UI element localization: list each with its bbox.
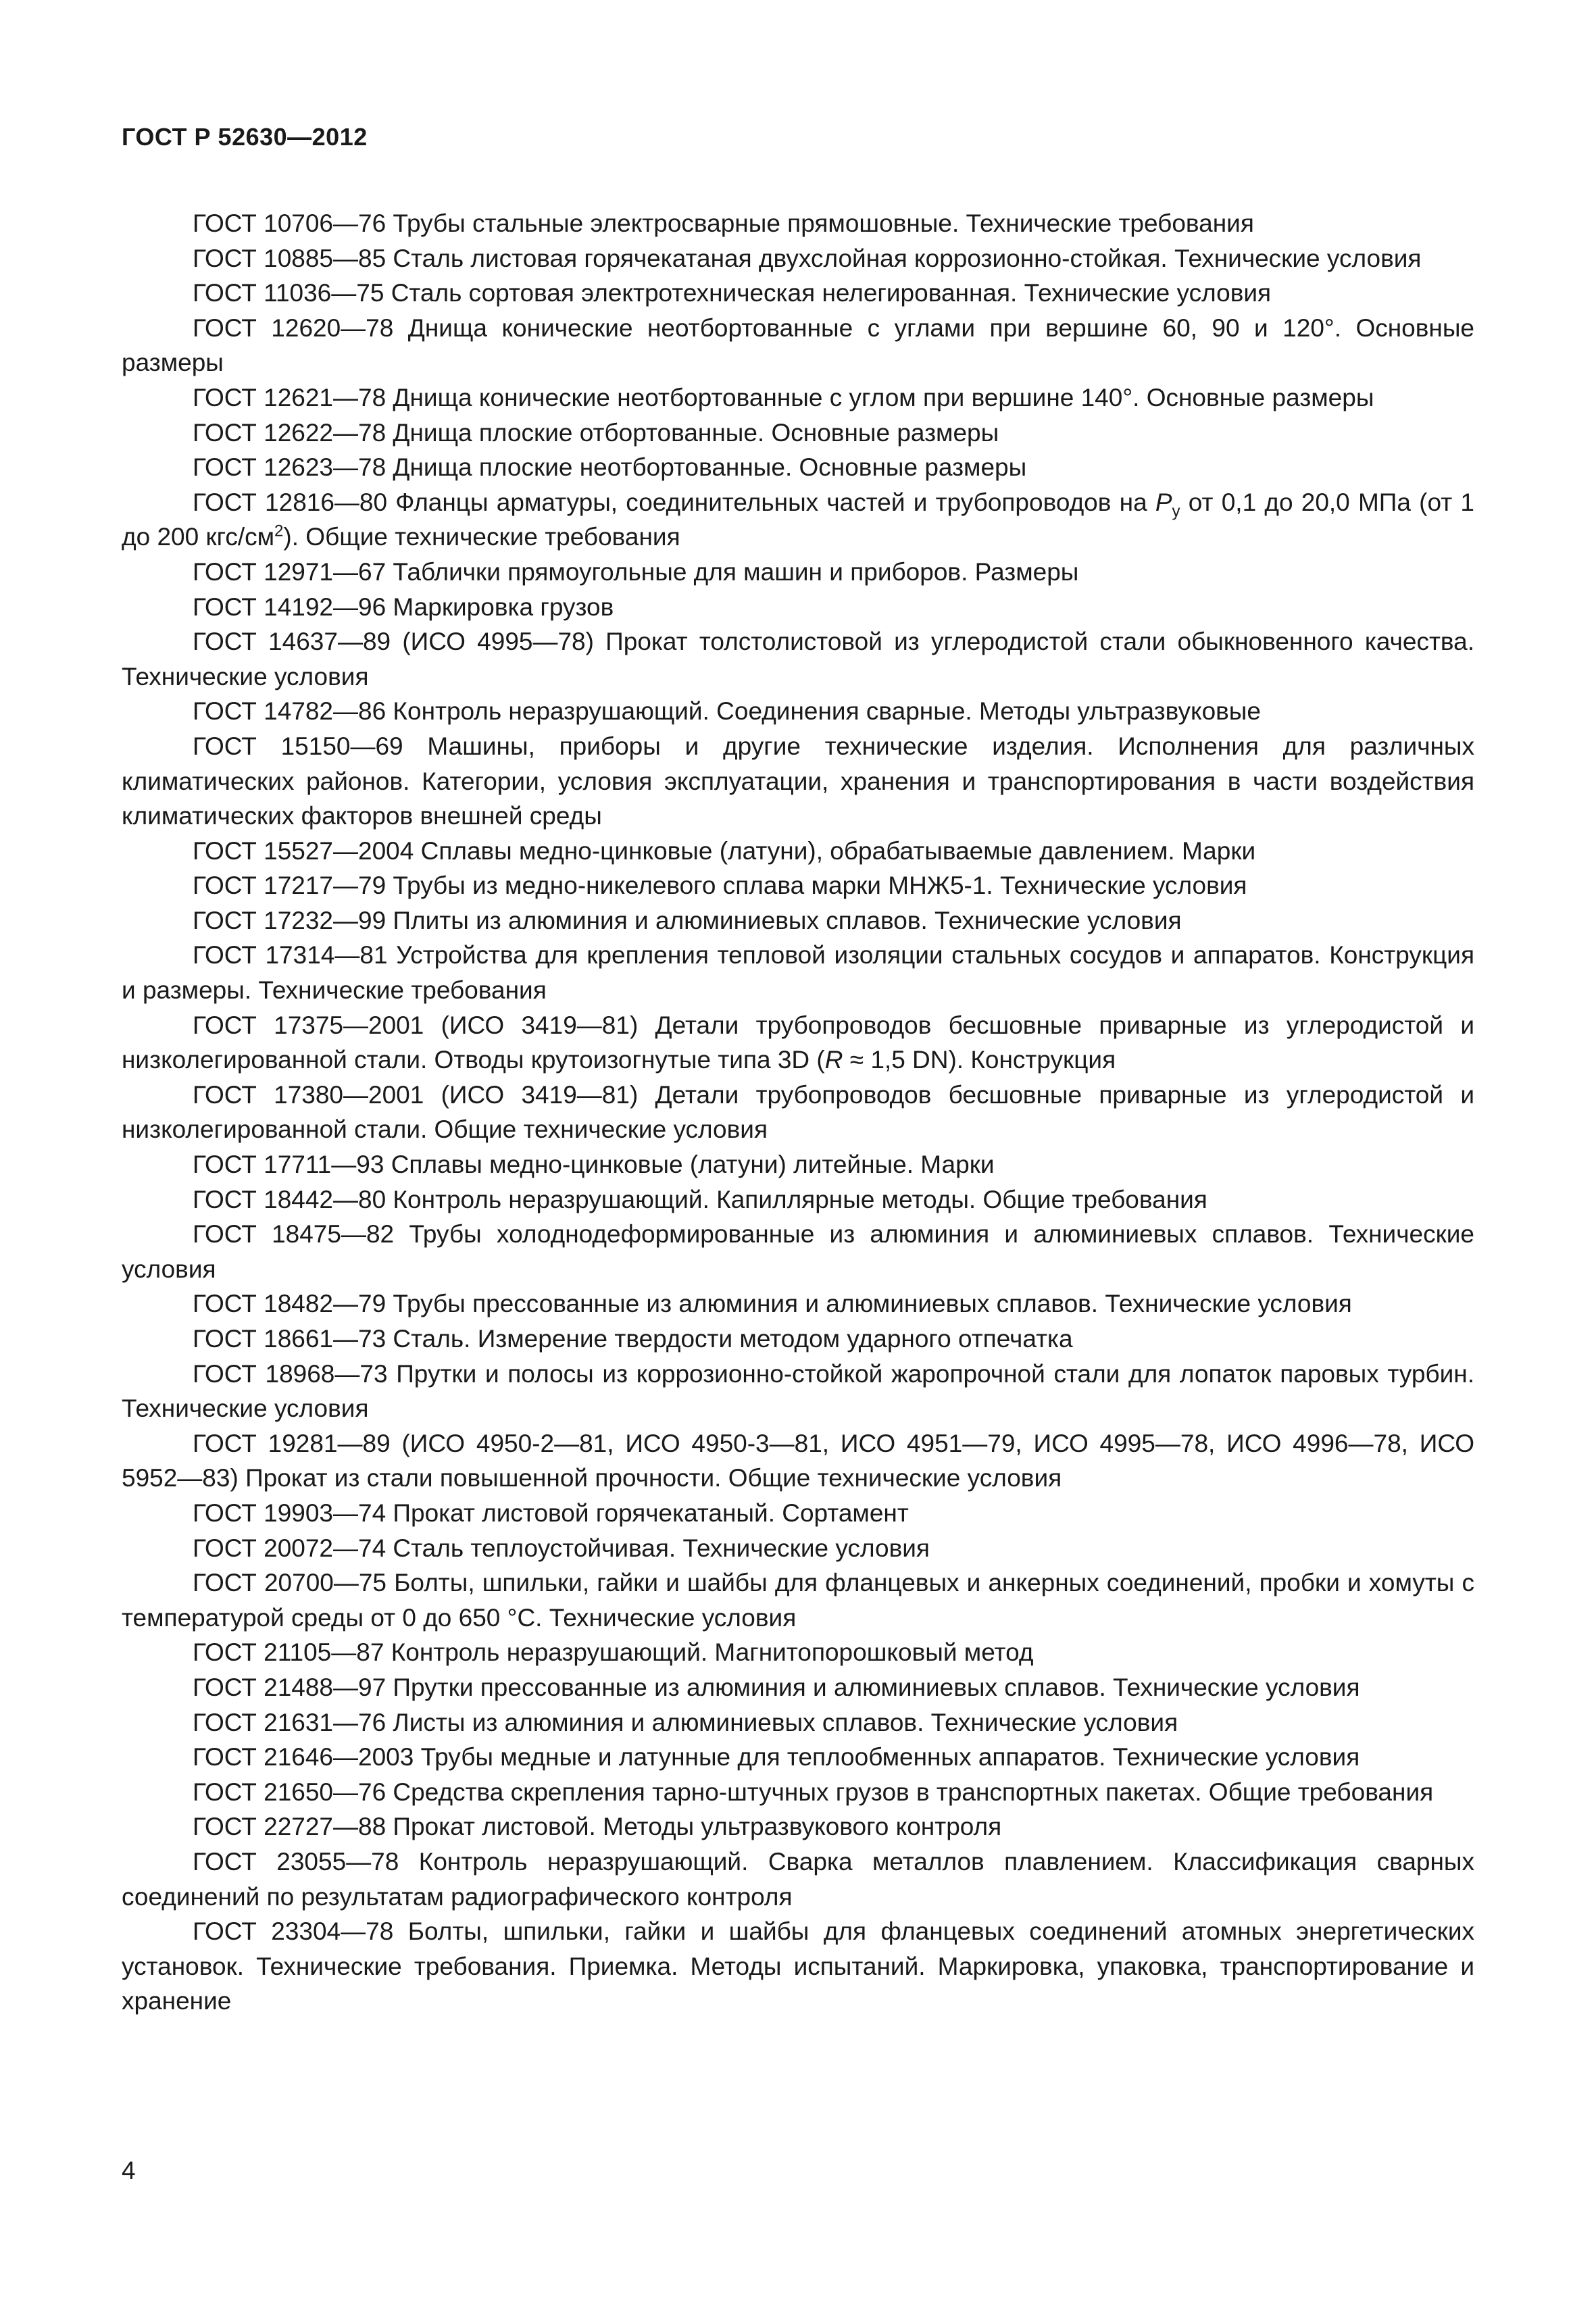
- reference-title: Сталь сортовая электротехническая нелегированная. Технические условия: [384, 279, 1272, 307]
- reference-title: Сплавы медно-цинковые (латуни), обрабатываемые давлением. Марки: [414, 836, 1256, 865]
- reference-code: ГОСТ 17375—2001: [193, 1011, 424, 1039]
- unit-superscript: 2: [274, 522, 284, 541]
- reference-title: Прутки прессованные из алюминия и алюминиевых сплавов. Технические условия: [386, 1673, 1360, 1701]
- reference-code: ГОСТ 21488—97: [193, 1673, 386, 1701]
- reference-item: [122, 1705, 1474, 1740]
- reference-item: [122, 834, 1474, 869]
- reference-code: ГОСТ 17711—93: [193, 1151, 384, 1179]
- reference-title: Устройства для крепления тепловой изоляции стальных сосудов и аппаратов. Конструкция и размеры. Технические требования: [122, 941, 1474, 1005]
- reference-item: [122, 729, 1474, 834]
- reference-code: ГОСТ 18968—73: [193, 1359, 388, 1388]
- reference-item: [122, 1357, 1474, 1426]
- reference-title-part: (ИСО 3419—81) Детали трубопроводов бесшовные приварные из углеродистой и низколегированной стали. Отводы крутоизогнутые типа 3D (: [122, 1011, 1474, 1074]
- reference-item: [122, 868, 1474, 903]
- reference-item: [122, 903, 1474, 938]
- reference-code: ГОСТ 21650—76: [193, 1778, 386, 1806]
- reference-code: ГОСТ 12623—78: [193, 453, 386, 482]
- reference-title: Сталь. Измерение твердости методом ударного отпечатка: [386, 1325, 1073, 1353]
- reference-title-part: ). Общие технические требования: [283, 523, 680, 551]
- reference-item: [122, 206, 1474, 241]
- reference-item: [122, 485, 1474, 555]
- reference-item: [122, 416, 1474, 451]
- reference-item: [122, 694, 1474, 729]
- reference-code: ГОСТ 17380—2001: [193, 1080, 424, 1109]
- reference-title: Контроль неразрушающий. Сварка металлов плавлением. Классификация сварных соединений по результатам радиографического контроля: [122, 1847, 1474, 1911]
- reference-code: ГОСТ 18661—73: [193, 1325, 386, 1353]
- reference-item: [122, 1078, 1474, 1147]
- reference-code: ГОСТ 18475—82: [193, 1220, 395, 1249]
- reference-title: Трубы медные и латунные для теплообменных аппаратов. Технические условия: [414, 1743, 1360, 1771]
- pressure-subscript: у: [1172, 502, 1180, 521]
- reference-title: Контроль неразрушающий. Капиллярные методы. Общие требования: [386, 1185, 1207, 1213]
- reference-code: ГОСТ 17232—99: [193, 906, 386, 934]
- reference-item: [122, 1914, 1474, 2019]
- reference-title: Сталь теплоустойчивая. Технические условия: [386, 1534, 930, 1562]
- reference-code: ГОСТ 15527—2004: [193, 836, 414, 865]
- reference-title: Днища плоские отбортованные. Основные размеры: [386, 418, 999, 447]
- reference-item: [122, 1426, 1474, 1496]
- reference-item: [122, 1147, 1474, 1182]
- reference-title: Днища плоские неотбортованные. Основные размеры: [386, 453, 1027, 482]
- reference-title: (ИСО 4950-2—81, ИСО 4950-3—81, ИСО 4951—79, ИСО 4995—78, ИСО 4996—78, ИСО 5952—83) Прокат из стали повышенной прочности. Общие технические условия: [122, 1429, 1475, 1492]
- reference-title-part: Фланцы арматуры, соединительных частей и трубопроводов на: [387, 488, 1155, 516]
- reference-title: Средства скрепления тарно-штучных грузов в транспортных пакетах. Общие требования: [386, 1778, 1434, 1806]
- reference-item: [122, 450, 1474, 485]
- reference-title: Таблички прямоугольные для машин и приборов. Размеры: [386, 557, 1079, 586]
- reference-item: [122, 1182, 1474, 1217]
- reference-code: ГОСТ 11036—75: [193, 279, 384, 307]
- reference-code: ГОСТ 12971—67: [193, 557, 386, 586]
- reference-code: ГОСТ 18482—79: [193, 1290, 386, 1318]
- reference-title: Сплавы медно-цинковые (латуни) литейные. Марки: [384, 1151, 995, 1179]
- reference-title: Днища конические неотбортованные с углом при вершине 140°. Основные размеры: [386, 383, 1374, 411]
- reference-code: ГОСТ 12816—80: [193, 488, 388, 516]
- reference-item: [122, 380, 1474, 416]
- reference-item: [122, 1740, 1474, 1775]
- reference-item: [122, 1008, 1474, 1078]
- reference-code: ГОСТ 21631—76: [193, 1708, 386, 1736]
- reference-code: ГОСТ 20072—74: [193, 1534, 386, 1562]
- reference-title: Прокат листовой. Методы ультразвукового контроля: [386, 1813, 1002, 1841]
- reference-item: [122, 1844, 1474, 1914]
- reference-code: ГОСТ 17314—81: [193, 941, 388, 970]
- reference-code: ГОСТ 23304—78: [193, 1917, 394, 1946]
- reference-title: Прокат листовой горячекатаный. Сортамент: [386, 1499, 909, 1527]
- reference-code: ГОСТ 21646—2003: [193, 1743, 414, 1771]
- reference-title: Плиты из алюминия и алюминиевых сплавов. Технические условия: [386, 906, 1182, 934]
- reference-code: ГОСТ 23055—78: [193, 1847, 399, 1876]
- reference-title: Контроль неразрушающий. Соединения сварные. Методы ультразвуковые: [386, 697, 1261, 726]
- reference-item: [122, 241, 1474, 276]
- normative-references-list: [122, 206, 1474, 2019]
- radius-symbol: R: [824, 1046, 843, 1074]
- reference-title: Машины, приборы и другие технические изделия. Исполнения для различных климатических районов. Категории, условия эксплуатации, хранения и транспортирования в части воздействия климатических факторов внешней среды: [122, 732, 1474, 830]
- reference-code: ГОСТ 22727—88: [193, 1813, 386, 1841]
- reference-code: ГОСТ 10885—85: [193, 244, 386, 272]
- reference-item: [122, 1531, 1474, 1566]
- reference-item: [122, 590, 1474, 625]
- reference-item: [122, 1565, 1474, 1635]
- document-header: ГОСТ Р 52630—2012: [122, 123, 368, 151]
- reference-title: Трубы прессованные из алюминия и алюминиевых сплавов. Технические условия: [386, 1290, 1352, 1318]
- reference-item: [122, 1809, 1474, 1844]
- reference-title: (ИСО 4995—78) Прокат толстолистовой из углеродистой стали обыкновенного качества. Технические условия: [122, 628, 1475, 690]
- reference-item: [122, 1775, 1474, 1810]
- reference-item: [122, 1322, 1474, 1357]
- page-number: 4: [122, 2157, 136, 2184]
- reference-title: Листы из алюминия и алюминиевых сплавов. Технические условия: [386, 1708, 1178, 1736]
- reference-code: ГОСТ 12621—78: [193, 383, 386, 411]
- reference-code: ГОСТ 19903—74: [193, 1499, 386, 1527]
- reference-title: Трубы из медно-никелевого сплава марки МНЖ5-1. Технические условия: [386, 872, 1247, 900]
- reference-item: [122, 1217, 1474, 1286]
- reference-code: ГОСТ 10706—76: [193, 209, 386, 237]
- reference-code: ГОСТ 14782—86: [193, 697, 386, 726]
- reference-item: [122, 311, 1474, 380]
- reference-item: [122, 1670, 1474, 1705]
- reference-title: Трубы стальные электросварные прямошовные. Технические требования: [386, 209, 1254, 237]
- reference-title: Болты, шпильки, гайки и шайбы для фланцевых и анкерных соединений, пробки и хомуты с температурой среды от 0 до 650 °С. Технические условия: [122, 1569, 1474, 1632]
- reference-code: ГОСТ 20700—75: [193, 1569, 387, 1597]
- reference-title: Прутки и полосы из коррозионно-стойкой жаропрочной стали для лопаток паровых турбин. Технические условия: [122, 1359, 1475, 1423]
- reference-title: Маркировка грузов: [386, 593, 614, 621]
- reference-item: [122, 1286, 1474, 1322]
- reference-code: ГОСТ 21105—87: [193, 1638, 384, 1667]
- reference-code: ГОСТ 19281—89: [193, 1429, 391, 1457]
- reference-item: [122, 1635, 1474, 1670]
- reference-item: [122, 555, 1474, 590]
- reference-code: ГОСТ 18442—80: [193, 1185, 386, 1213]
- reference-title-part: от 0,1 до 20,0 МПа (от 1 до 200 кгс/см: [122, 488, 1474, 551]
- reference-code: ГОСТ 12620—78: [193, 313, 394, 342]
- reference-item: [122, 1496, 1474, 1531]
- reference-code: ГОСТ 12622—78: [193, 418, 386, 447]
- reference-code: ГОСТ 15150—69: [193, 732, 403, 760]
- reference-item: [122, 624, 1474, 694]
- reference-code: ГОСТ 14192—96: [193, 593, 386, 621]
- reference-title: Контроль неразрушающий. Магнитопорошковый метод: [384, 1638, 1034, 1667]
- reference-title: Днища конические неотбортованные с углами при вершине 60, 90 и 120°. Основные размеры: [122, 313, 1474, 377]
- reference-item: [122, 276, 1474, 311]
- reference-code: ГОСТ 17217—79: [193, 872, 386, 900]
- reference-title: Трубы холоднодеформированные из алюминия и алюминиевых сплавов. Технические условия: [122, 1220, 1474, 1283]
- reference-title: Сталь листовая горячекатаная двухслойная коррозионно-стойкая. Технические условия: [386, 244, 1422, 272]
- reference-title-part: ≈ 1,5 DN). Конструкция: [843, 1046, 1116, 1074]
- reference-title: Болты, шпильки, гайки и шайбы для фланцевых соединений атомных энергетических установок. Технические требования. Приемка. Методы испытаний. Маркировка, упаковка, транспортирование и хранение: [122, 1917, 1474, 2015]
- reference-code: ГОСТ 14637—89: [193, 628, 391, 656]
- reference-item: [122, 938, 1474, 1007]
- pressure-symbol: P: [1155, 488, 1172, 516]
- reference-title: (ИСО 3419—81) Детали трубопроводов бесшовные приварные из углеродистой и низколегированной стали. Общие технические условия: [122, 1080, 1474, 1144]
